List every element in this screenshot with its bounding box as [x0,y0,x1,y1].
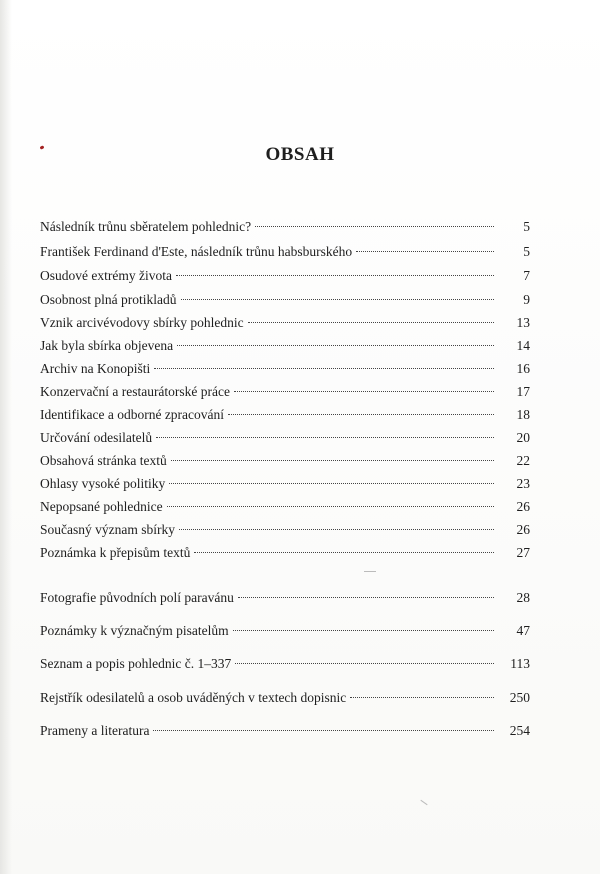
toc-entry-label: Ohlasy vysoké politiky [40,476,166,491]
dot-leader [179,529,494,530]
dot-leader [234,391,494,392]
toc-entry-page: 28 [516,590,530,605]
scan-mark [364,571,376,572]
dot-leader [248,322,494,323]
toc-entry [40,383,530,401]
toc-entry [40,218,530,236]
toc-entry [40,622,530,640]
toc-entry-page: 23 [516,476,530,491]
dot-leader [177,345,494,346]
toc-entry-label: Poznámka k přepisům textů [40,545,191,560]
dot-leader [233,630,494,631]
toc-entry-page: 7 [523,268,530,283]
toc-entry-page: 17 [516,384,530,399]
scan-edge-shadow [0,0,12,874]
toc-entry-label: Osobnost plná protikladů [40,292,177,307]
dot-leader [156,437,494,438]
toc-entry [40,429,530,447]
scan-mark [420,800,427,805]
toc-entry-label: Jak byla sbírka objevena [40,338,174,353]
toc-entry [40,267,530,285]
dot-leader [255,226,494,227]
toc-entry-label: Určování odesilatelů [40,430,153,445]
dot-leader [171,460,494,461]
toc-entry-label: Prameny a literatura [40,723,150,738]
toc-entry [40,452,530,470]
toc-entry-page: 27 [516,545,530,560]
dot-leader [238,597,494,598]
dot-leader [176,275,494,276]
toc-entry-label: Seznam a popis pohlednic č. 1–337 [40,656,232,671]
toc-entry [40,655,530,673]
toc-entry-page: 5 [523,244,530,259]
toc-entry-page: 26 [516,522,530,537]
toc-entry-page: 22 [516,453,530,468]
toc-entry-page: 47 [516,623,530,638]
toc-entry-page: 18 [516,407,530,422]
toc-entry-label: Archiv na Konopišti [40,361,151,376]
toc-entry-label: Rejstřík odesilatelů a osob uváděných v textech dopisnic [40,690,347,705]
toc-entry-label: Osudové extrémy života [40,268,172,283]
toc-entry [40,722,530,740]
toc-entry-page: 5 [523,219,530,234]
toc-entry-label: František Ferdinand d'Este, následník trůnu habsburského [40,244,353,259]
toc-entry-label: Nepopsané pohlednice [40,499,163,514]
toc-entry-page: 254 [509,723,530,738]
toc-entry [40,406,530,424]
toc-entry-page: 9 [523,292,530,307]
toc-entry-page: 250 [509,690,530,705]
toc-entry [40,544,530,562]
toc-entry [40,589,530,607]
toc-entry-page: 13 [516,315,530,330]
toc-entry-label: Poznámky k význačným pisatelům [40,623,229,638]
toc-entry-page: 20 [516,430,530,445]
toc-entry [40,314,530,332]
dot-leader [194,552,494,553]
toc-entry-page: 14 [516,338,530,353]
toc-entry [40,689,530,707]
toc-entry-label: Fotografie původních polí paravánu [40,590,234,605]
toc-entry [40,498,530,516]
dot-leader [169,483,494,484]
toc-entry [40,475,530,493]
toc-entry [40,360,530,378]
page-title: OBSAH [265,144,335,165]
dot-leader [181,299,495,300]
toc-entry-page: 26 [516,499,530,514]
toc-entry-page: 113 [510,656,530,671]
toc-entry [40,521,530,539]
toc-entry-label: Následník trůnu sběratelem pohlednic? [40,219,252,234]
toc-entry-label: Obsahová stránka textů [40,453,167,468]
toc-entry [40,337,530,355]
toc-entry [40,291,530,309]
toc-entry [40,243,530,261]
dot-leader [228,414,494,415]
dot-leader [167,506,494,507]
toc-entry-label: Současný význam sbírky [40,522,175,537]
dot-leader [356,251,494,252]
dot-leader [350,697,494,698]
toc-entry-label: Konzervační a restaurátorské práce [40,384,231,399]
dot-leader [153,730,494,731]
dot-leader [235,663,494,664]
dot-leader [154,368,494,369]
toc-entry-label: Vznik arcivévodovy sbírky pohlednic [40,315,244,330]
toc-entry-label: Identifikace a odborné zpracování [40,407,225,422]
toc-entry-page: 16 [516,361,530,376]
